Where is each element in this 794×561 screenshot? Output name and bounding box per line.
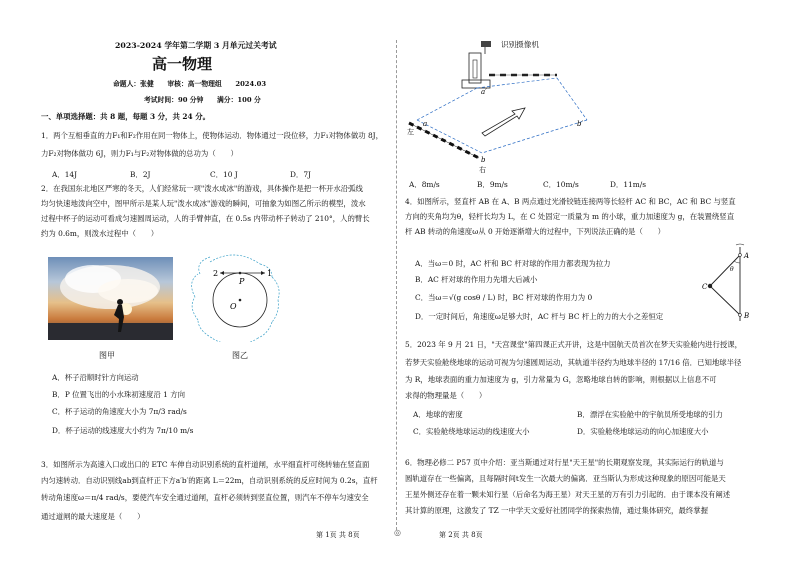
rod-diagram xyxy=(702,243,762,323)
q6-line-3: 王星外侧还存在着一颗未知行星（后命名为海王星）对天王星的万有引力引起的．由于课本没有阐述 xyxy=(405,490,731,499)
page-footer-2: 第 2页 共 8页 xyxy=(439,531,483,539)
fig4-label-c: C xyxy=(702,283,708,291)
q4-line-2: 方向的夹角均为θ，轻杆长均为 L，在 C 处固定一质量为 m 的小球，重力加速度为 g，在装置绕竖直 xyxy=(405,212,735,221)
exam-title: 2023-2024 学年第二学期 3 月单元过关考试 xyxy=(115,41,277,50)
q4-line-3: 杆 AB 转动的角速度ω从 0 开始逐渐增大的过程中，下列说法正确的是（ ） xyxy=(405,227,666,236)
q2-option-b: B．P 位置飞出的小水珠初速度沿 1 方向 xyxy=(52,390,186,399)
q5-option-d: D．实验舱绕地球运动的向心加速度大小 xyxy=(577,427,709,436)
q3-option-a: A．8m/s xyxy=(409,180,440,189)
fig4-label-theta: θ xyxy=(730,266,734,273)
figure-b-diagram xyxy=(190,252,285,342)
q4-line-1: 4．如图所示，竖直杆 AB 在 A、B 两点通过光滑铰链连接两等长轻杆 AC 和 BC，AC 和 BC 与竖直 xyxy=(405,197,736,206)
fig3-label-b: b xyxy=(481,156,486,164)
q5-line-1: 5．2023 年 9 月 21 日，"天宫课堂"第四课正式开讲，这是中国航天员首次在梦天实验舱内进行授课， xyxy=(405,340,743,349)
fig3-label-b-prime: b′ xyxy=(577,120,584,128)
q1-option-d: D．7J xyxy=(290,170,311,179)
section-heading: 一、单项选择题：共 8 题，每题 3 分，共 24 分。 xyxy=(41,112,211,121)
q2-option-d: D．杯子运动的线速度大小约为 7π/10 m/s xyxy=(52,426,194,435)
fig3-label-right: 右 xyxy=(479,166,486,173)
q5-line-4: 求得的物理量是（ ） xyxy=(405,391,487,400)
q3-line-1: 3．如图所示为高速入口或出口的 ETC 车伸自动识别系统的直杆道闸，水平细直杆可绕转轴在竖直面 xyxy=(41,460,370,469)
fig4-label-b: B xyxy=(744,312,750,320)
q1-line-2: 力F₂对物体做功 6J，则力F₁与F₂对物体做的总功为（ ） xyxy=(41,149,238,158)
q6-line-1: 6．物理必修二 P57 页中介绍：亚当斯通过对行星"天王星"的长期观察发现，其实际运行的轨道与 xyxy=(405,458,724,467)
q3-line-3: 转动角速度ω＝π/4 rad/s，要使汽车安全通过道闸，直杆必须转到竖直位置，则汽车不停车匀速安全 xyxy=(41,493,369,502)
subject-title: 高一物理 xyxy=(152,55,213,73)
q2-option-c: C．杯子运动的角速度大小为 7π/3 rad/s xyxy=(52,407,187,416)
fig2-label-p: P xyxy=(239,277,245,286)
photo-throwing-water xyxy=(48,257,173,340)
fig4-label-a: A xyxy=(744,252,750,260)
fig2-label-o: O xyxy=(230,302,237,311)
exam-author-line: 命题人：张健 审核：高一物理组 2024.03 xyxy=(113,80,267,88)
q3-option-b: B．9m/s xyxy=(477,180,508,189)
q2-line-4: 约为 0.6m，则泼水过程中（ ） xyxy=(41,229,159,238)
camera-label: 识别摄像机 xyxy=(501,40,539,49)
figure-a-caption: 图甲 xyxy=(99,351,115,360)
q4-option-c: C．当ω＝√(g cosθ / L) 时，BC 杆对球的作用力为 0 xyxy=(415,293,593,302)
q2-line-3: 过程中杯子的运动可看成匀速圆周运动，人的手臂伸直，在 0.5s 内带动杯子转动了 210°，人的臂长 xyxy=(41,214,370,223)
q1-option-a: A．14J xyxy=(52,170,78,179)
figure-b-caption: 图乙 xyxy=(232,351,248,360)
q1-option-c: C．10 J xyxy=(210,170,238,179)
q4-option-b: B．AC 杆对球的作用力先增大后减小 xyxy=(415,275,538,284)
fig3-label-a-prime: a′ xyxy=(481,88,487,96)
exam-time-line: 考试时间：90 分钟 满分：100 分 xyxy=(144,96,261,104)
q5-line-2: 若梦天实验舱绕地球的运动可视为匀速圆周运动，其轨道半径约为地球半径的 17/16 倍．已知地球半径 xyxy=(405,358,742,367)
q5-option-c: C．实验舱绕地球运动的线速度大小 xyxy=(413,427,530,436)
q3-line-2: 内匀速转动．自动识别线ab到直杆正下方a′b′的距离 L＝22m，自动识别系统的反应时间为 0.2s，直杆 xyxy=(41,476,378,485)
q1-option-b: B．2J xyxy=(130,170,151,179)
q2-line-2: 均匀快速地泼向空中，图甲所示是某人玩"泼水成冰"游戏的瞬间，可抽象为如图乙所示的模型，泼水 xyxy=(41,199,366,208)
q4-option-a: A．当ω＝0 时，AC 杆和 BC 杆对球的作用力都表现为拉力 xyxy=(415,259,611,268)
fig2-label-2: 2 xyxy=(213,269,219,278)
q5-option-b: B．漂浮在实验舱中的宇航员所受地球的引力 xyxy=(577,410,723,419)
q5-option-a: A．地球的密度 xyxy=(413,410,463,419)
fig3-label-a: a xyxy=(423,120,428,128)
q1-line-1: 1．两个互相垂直的力F₁和F₂作用在同一物体上，使物体运动．物体通过一段位移，力F₁对物体做功 8J， xyxy=(41,131,384,140)
page-2 xyxy=(397,0,794,561)
q5-line-3: 为 R，地球表面的重力加速度为 g，引力常量为 G，忽略地球自转的影响，则根据以上信息不可 xyxy=(405,375,717,384)
q4-option-d: D．一定时间后，角速度ω足够大时，AC 杆与 BC 杆上的力的大小之差恒定 xyxy=(415,312,664,321)
q3-line-4: 通过道闸的最大速度是（ ） xyxy=(41,512,145,521)
q2-line-1: 2．在我国东北地区严寒的冬天，人们经常玩一项"泼水成冰"的游戏，具体操作是把一杯开水沿弧线 xyxy=(41,184,363,193)
q6-line-4: 其计算的原理，这激发了 TZ 一中学天文爱好社团同学的探索热情，通过集体研究，最终掌握 xyxy=(405,506,709,515)
q3-option-c: C．10m/s xyxy=(543,180,579,189)
q3-option-d: D．11m/s xyxy=(610,180,647,189)
page-footer-1: 第 1页 共 8页 xyxy=(316,531,360,539)
fig3-label-left: 左 xyxy=(407,128,414,136)
q6-line-2: 圆轨道存在一些偏离，且每隔时间t发生一次最大的偏离．亚当斯认为形成这种现象的原因可能是天 xyxy=(405,474,726,483)
q2-option-a: A．杯子沿顺时针方向运动 xyxy=(52,373,139,382)
fig2-label-1: 1 xyxy=(267,269,273,278)
page-center-marker: ◎ xyxy=(394,528,401,537)
etc-gate-diagram xyxy=(407,38,592,173)
